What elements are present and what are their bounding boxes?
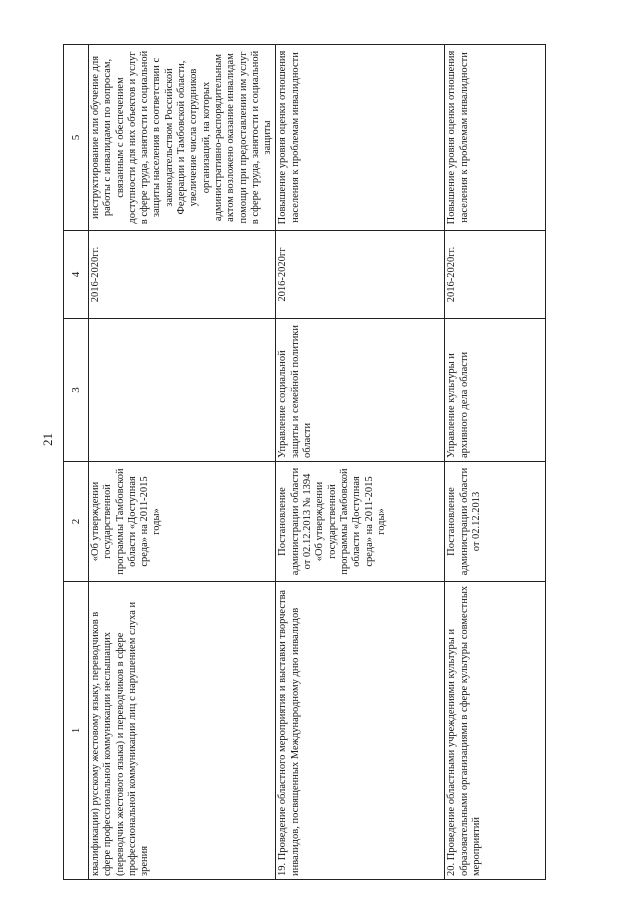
header-col-5: 5 [64, 45, 89, 231]
period-cell: 2016-2020гг. [89, 231, 276, 319]
table-row [445, 45, 546, 880]
header-col-3: 3 [64, 319, 89, 462]
rotated-page-content [63, 45, 565, 880]
measure-name-cell: 19. Проведение областного мероприятия и выставки творчества инвалидов, посвященных Международному дню инвалидов [276, 582, 445, 880]
expected-result-cell: Повышение уровня оценки отношения населения к проблемам инвалидности [276, 45, 445, 231]
period-cell: 2016-2020гг [276, 231, 445, 319]
measures-table [63, 44, 546, 880]
measure-name-cell: 20. Проведение областными учреждениями культуры и образовательными организациями в сфере культуры совместных мероприятий [445, 582, 546, 880]
expected-result-cell: инструктирование или обучение для работы с инвалидами по вопросам, связанным с обеспечением доступности для них объектов и услуг в сфере труда, занятости и социальной защиты населения в соответствии с законодательством Российской Федерации и Тамбовской области, увеличение числа сотрудников организаций, на которых административно-распорядительным актом возложено оказание инвалидам помощи при предоставлении им услуг в сфере труда, занятости и социальной защиты [89, 45, 276, 231]
table-row [89, 45, 276, 880]
page-number: 21 [40, 433, 55, 446]
header-col-1: 1 [64, 582, 89, 880]
header-col-4: 4 [64, 231, 89, 319]
executor-cell: Управление культуры и архивного дела области [445, 319, 546, 462]
header-col-2: 2 [64, 462, 89, 582]
legal-basis-cell: «Об утверждении государственной программы Тамбовской области «Доступная среда» на 2011-2015 годы» [89, 462, 276, 582]
legal-basis-cell: Постановление администрации области от 02.12.2013 № 1394 «Об утверждении государственной программы Тамбовской области «Доступная среда» на 2011-2015 годы» [276, 462, 445, 582]
executor-cell: Управление социальной защиты и семейной политики области [276, 319, 445, 462]
expected-result-cell: Повышение уровня оценки отношения населения к проблемам инвалидности [445, 45, 546, 231]
period-cell: 2016-2020гг. [445, 231, 546, 319]
measure-name-cell: квалификации) русскому жестовому языку, переводчиков в сфере профессиональной коммуникации неслышащих (переводчик жестового языка) и переводчиков в сфере профессиональной коммуникации лиц с нарушением слуха и зрения [89, 582, 276, 880]
legal-basis-cell: Постановление администрации области от 02.12.2013 [445, 462, 546, 582]
header-row [64, 45, 89, 880]
executor-cell [89, 319, 276, 462]
table-row [276, 45, 445, 880]
